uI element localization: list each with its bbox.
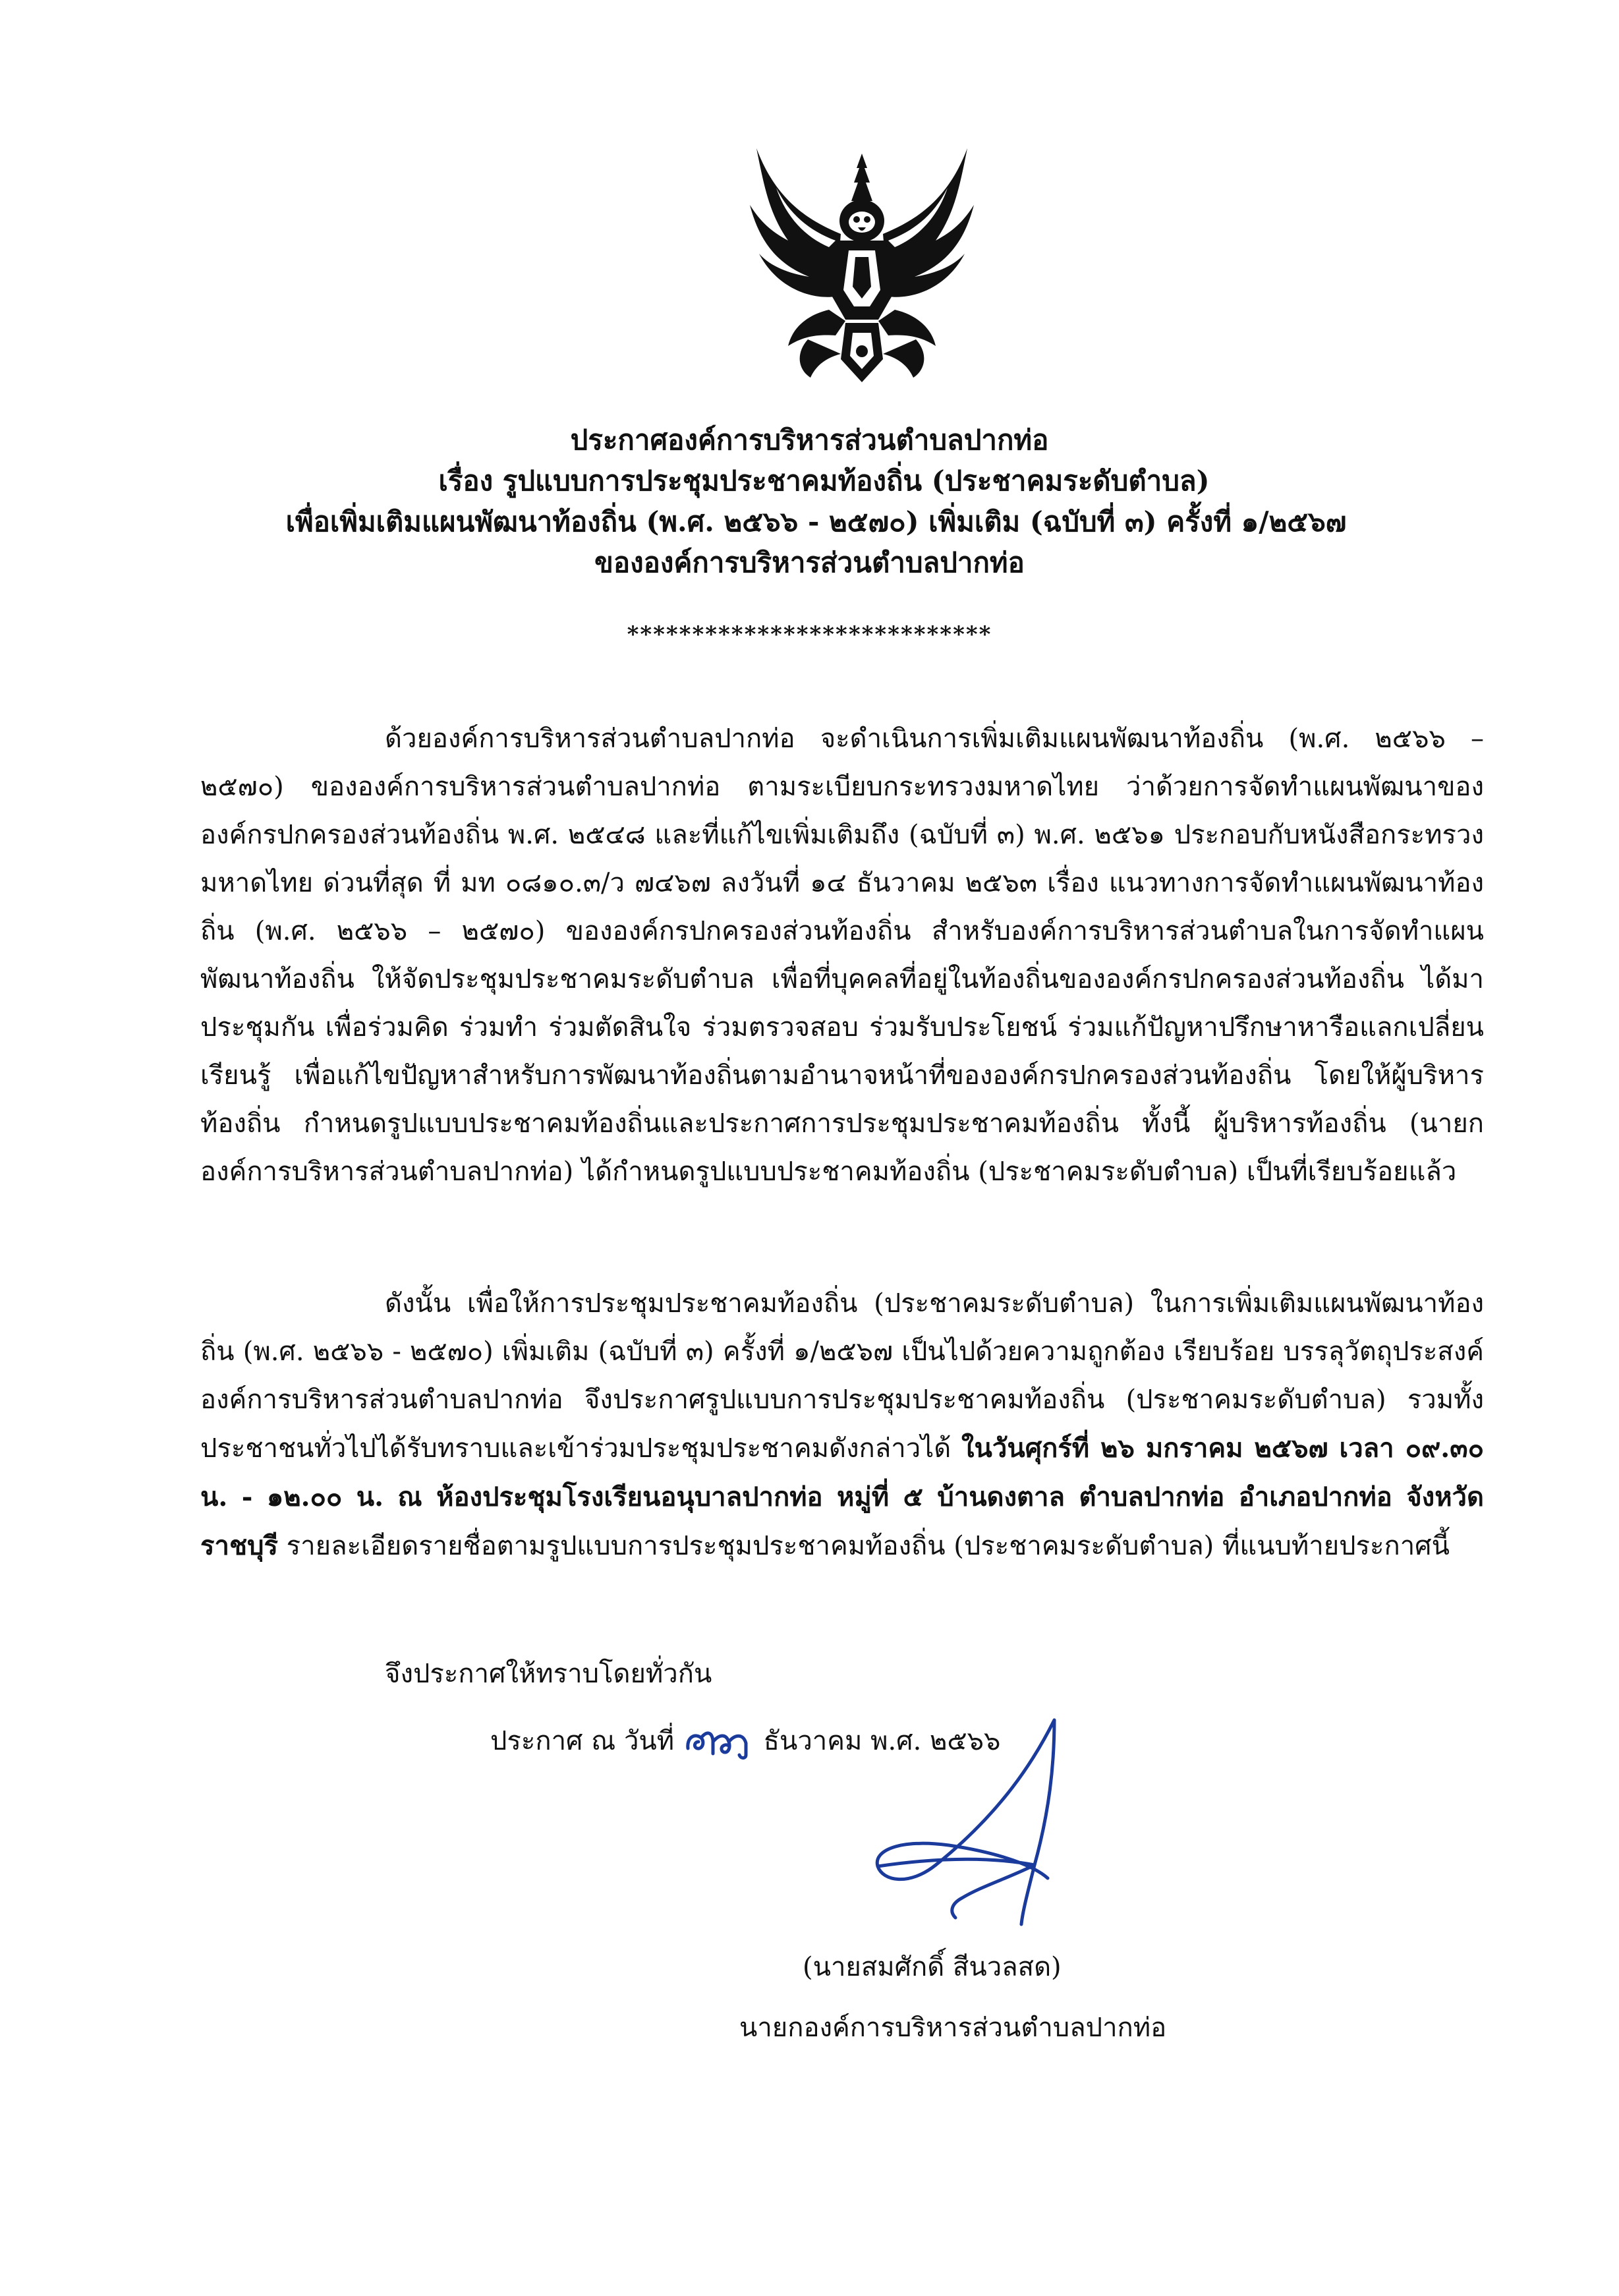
handwritten-day: [683, 1723, 755, 1763]
handwritten-signature-icon: [837, 1713, 1114, 1931]
garuda-emblem-icon: [730, 142, 994, 389]
date-suffix: ธันวาคม พ.ศ. ๒๕๖๖: [754, 1726, 1001, 1756]
signer-name: (นายสมศักดิ์ สีนวลสด): [803, 1952, 1062, 1982]
announcement-title: ประกาศองค์การบริหารส่วนตำบลปากท่อ: [570, 424, 1049, 456]
paragraph-2-lead: ดังนั้น เพื่อให้การประชุมประชาคมท้องถิ่น (ประชาคมระดับตำบล) ในการเพิ่มเติมแผนพัฒนาท้องถิ่น (พ.ศ. ๒๕๖๖ - ๒๕๗๐) เพิ่มเติม (ฉบับที่ ๓) ครั้งที่ ๑/๒๕๖๗ เป็นไปด้วยความถูกต้อง เรียบร้อย บรรลุวัตถุประสงค์ องค์การบริหารส่วนตำบลปากท่อ จึงประกาศรูปแบบการประชุมประชาคมท้องถิ่น (ประชาคมระดับตำบล) รวมทั้งประชาชนทั่วไปได้รับทราบและเข้าร่วมประชุมประชาคมดังกล่าวได้: [200, 1288, 1484, 1464]
header-separator: ****************************: [627, 621, 992, 648]
announcement-organization: ขององค์การบริหารส่วนตำบลปากท่อ: [594, 546, 1025, 579]
meeting-date-location: ในวันศุกร์ที่ ๒๖ มกราคม ๒๕๖๗ เวลา ๐๙.๓๐ น. - ๑๒.๐๐ น. ณ ห้องประชุมโรงเรียนอนุบาลปากท่อ หมู่ที่ ๕ บ้านดงตาล ตำบลปากท่อ อำเภอปากท่อ จังหวัดราชบุรี: [200, 1433, 1484, 1561]
announcement-purpose: เพื่อเพิ่มเติมแผนพัฒนาท้องถิ่น (พ.ศ. ๒๕๖๖ - ๒๕๗๐) เพิ่มเติม (ฉบับที่ ๓) ครั้งที่ ๑/๒๕๖๗: [285, 505, 1347, 538]
date-prefix: ประกาศ ณ วันที่: [490, 1726, 683, 1756]
paragraph-2-tail: รายละเอียดรายชื่อตามรูปแบบการประชุมประชาคมท้องถิ่น (ประชาคมระดับตำบล) ที่แนบท้ายประกาศนี้: [277, 1531, 1450, 1561]
signer-title: นายกองค์การบริหารส่วนตำบลปากท่อ: [739, 2013, 1167, 2043]
announcement-subject: เรื่อง รูปแบบการประชุมประชาคมท้องถิ่น (ประชาคมระดับตำบล): [438, 465, 1210, 497]
body-paragraph-2: [200, 1280, 1484, 1570]
closing-statement: จึงประกาศให้ทราบโดยทั่วกัน: [385, 1659, 712, 1689]
body-paragraph-1: ด้วยองค์การบริหารส่วนตำบลปากท่อ จะดำเนินการเพิ่มเติมแผนพัฒนาท้องถิ่น (พ.ศ. ๒๕๖๖ – ๒๕๗๐) ขององค์การบริหารส่วนตำบลปากท่อ ตามระเบียบกระทรวงมหาดไทย ว่าด้วยการจัดทำแผนพัฒนาขององค์กรปกครองส่วนท้องถิ่น พ.ศ. ๒๕๔๘ และที่แก้ไขเพิ่มเติมถึง (ฉบับที่ ๓) พ.ศ. ๒๕๖๑ ประกอบกับหนังสือกระทรวงมหาดไทย ด่วนที่สุด ที่ มท ๐๘๑๐.๓/ว ๗๔๖๗ ลงวันที่ ๑๔ ธันวาคม ๒๕๖๓ เรื่อง แนวทางการจัดทำแผนพัฒนาท้องถิ่น (พ.ศ. ๒๕๖๖ – ๒๕๗๐) ขององค์กรปกครองส่วนท้องถิ่น สำหรับองค์การบริหารส่วนตำบลในการจัดทำแผนพัฒนาท้องถิ่น ให้จัดประชุมประชาคมระดับตำบล เพื่อที่บุคคลที่อยู่ในท้องถิ่นขององค์กรปกครองส่วนท้องถิ่น ได้มาประชุมกัน เพื่อร่วมคิด ร่วมทำ ร่วมตัดสินใจ ร่วมตรวจสอบ ร่วมรับประโยชน์ ร่วมแก้ปัญหาปรึกษาหารือแลกเปลี่ยนเรียนรู้ เพื่อแก้ไขปัญหาสำหรับการพัฒนาท้องถิ่นตามอำนาจหน้าที่ขององค์กรปกครองส่วนท้องถิ่น โดยให้ผู้บริหารท้องถิ่น กำหนดรูปแบบประชาคมท้องถิ่นและประกาศการประชุมประชาคมท้องถิ่น ทั้งนี้ ผู้บริหารท้องถิ่น (นายกองค์การบริหารส่วนตำบลปากท่อ) ได้กำหนดรูปแบบประชาคมท้องถิ่น (ประชาคมระดับตำบล) เป็นที่เรียบร้อยแล้ว: [200, 724, 1484, 1187]
